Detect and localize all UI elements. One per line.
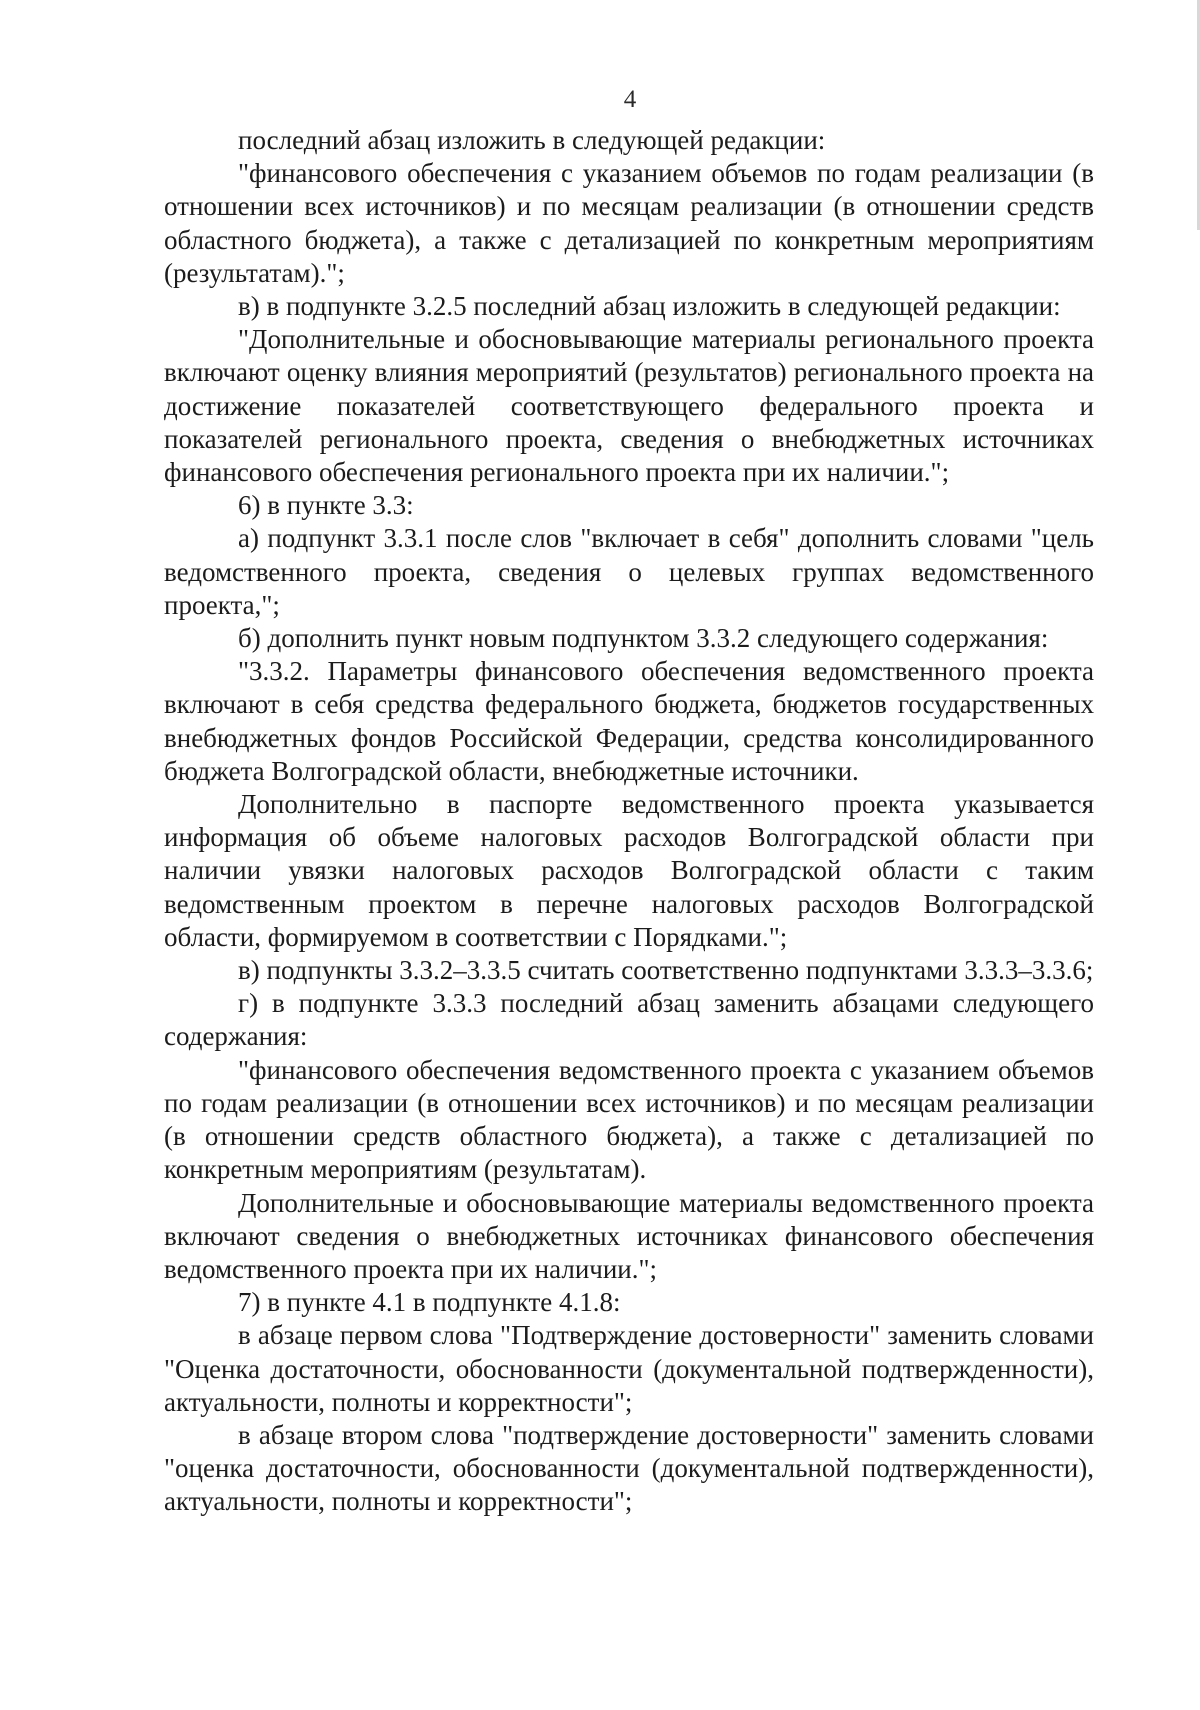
paragraph: "Дополнительные и обосновывающие материалы регионального проекта включают оценку влияния мероприятий (результатов) регионального проекта на достижение показателей соответствующего федерального проекта и показателей регионального проекта, сведения о внебюджетных источниках финансового обеспечения регионального проекта при их наличии."; (164, 324, 1094, 488)
paragraph: в абзаце втором слова "подтверждение достоверности" заменить словами "оценка достаточности, обоснованности (документальной подтвержденности), актуальности, полноты и корректности"; (164, 1419, 1094, 1517)
paragraph: г) в подпункте 3.3.3 последний абзац заменить абзацами следующего содержания: (164, 988, 1094, 1052)
paragraph: Дополнительно в паспорте ведомственного проекта указывается информация об объеме налоговых расходов Волгоградской области при наличии увязки налоговых расходов Волгоградской области с таким ведомственным проектом в перечне налоговых расходов Волгоградской области, формируемом в соответствии с Порядками."; (164, 789, 1094, 952)
paragraph: в) подпункты 3.3.2–3.3.5 считать соответственно подпунктами 3.3.3–3.3.6; (238, 955, 1094, 986)
paragraph: "финансового обеспечения с указанием объемов по годам реализации (в отношении всех источников) и по месяцам реализации (в отношении средств областного бюджета), а также с детализацией по конкретным мероприятиям (результатам)."; (164, 158, 1094, 288)
paragraph: 7) в пункте 4.1 в подпункте 4.1.8: (238, 1287, 621, 1318)
paragraph: Дополнительные и обосновывающие материалы ведомственного проекта включают сведения о внебюджетных источниках финансового обеспечения ведомственного проекта при их наличии."; (164, 1187, 1094, 1284)
document-body (164, 124, 1094, 1519)
paragraph: в) в подпункте 3.2.5 последний абзац изложить в следующей редакции: (238, 291, 1061, 322)
paragraph: "финансового обеспечения ведомственного проекта с указанием объемов по годам реализации (в отношении всех источников) и по месяцам реализации (в отношении средств областного бюджета), а также с детализацией по конкретным мероприятиям (результатам). (164, 1054, 1094, 1185)
paragraph: в абзаце первом слова "Подтверждение достоверности" заменить словами "Оценка достаточности, обоснованности (документальной подтвержденности), актуальности, полноты и корректности"; (164, 1320, 1094, 1417)
paragraph: б) дополнить пункт новым подпунктом 3.3.2 следующего содержания: (238, 623, 1049, 654)
paragraph: 6) в пункте 3.3: (238, 490, 414, 521)
paragraph: последний абзац изложить в следующей редакции: (238, 125, 826, 155)
paragraph: а) подпункт 3.3.1 после слов "включает в себя" дополнить словами "цель ведомственного проекта, сведения о целевых группах ведомственного проекта,"; (164, 523, 1094, 620)
paragraph: "3.3.2. Параметры финансового обеспечения ведомственного проекта включают в себя средства федерального бюджета, бюджетов государственных внебюджетных фондов Российской Федерации, средства консолидированного бюджета Волгоградской области, внебюджетные источники. (164, 656, 1094, 786)
page-number: 4 (623, 86, 637, 113)
